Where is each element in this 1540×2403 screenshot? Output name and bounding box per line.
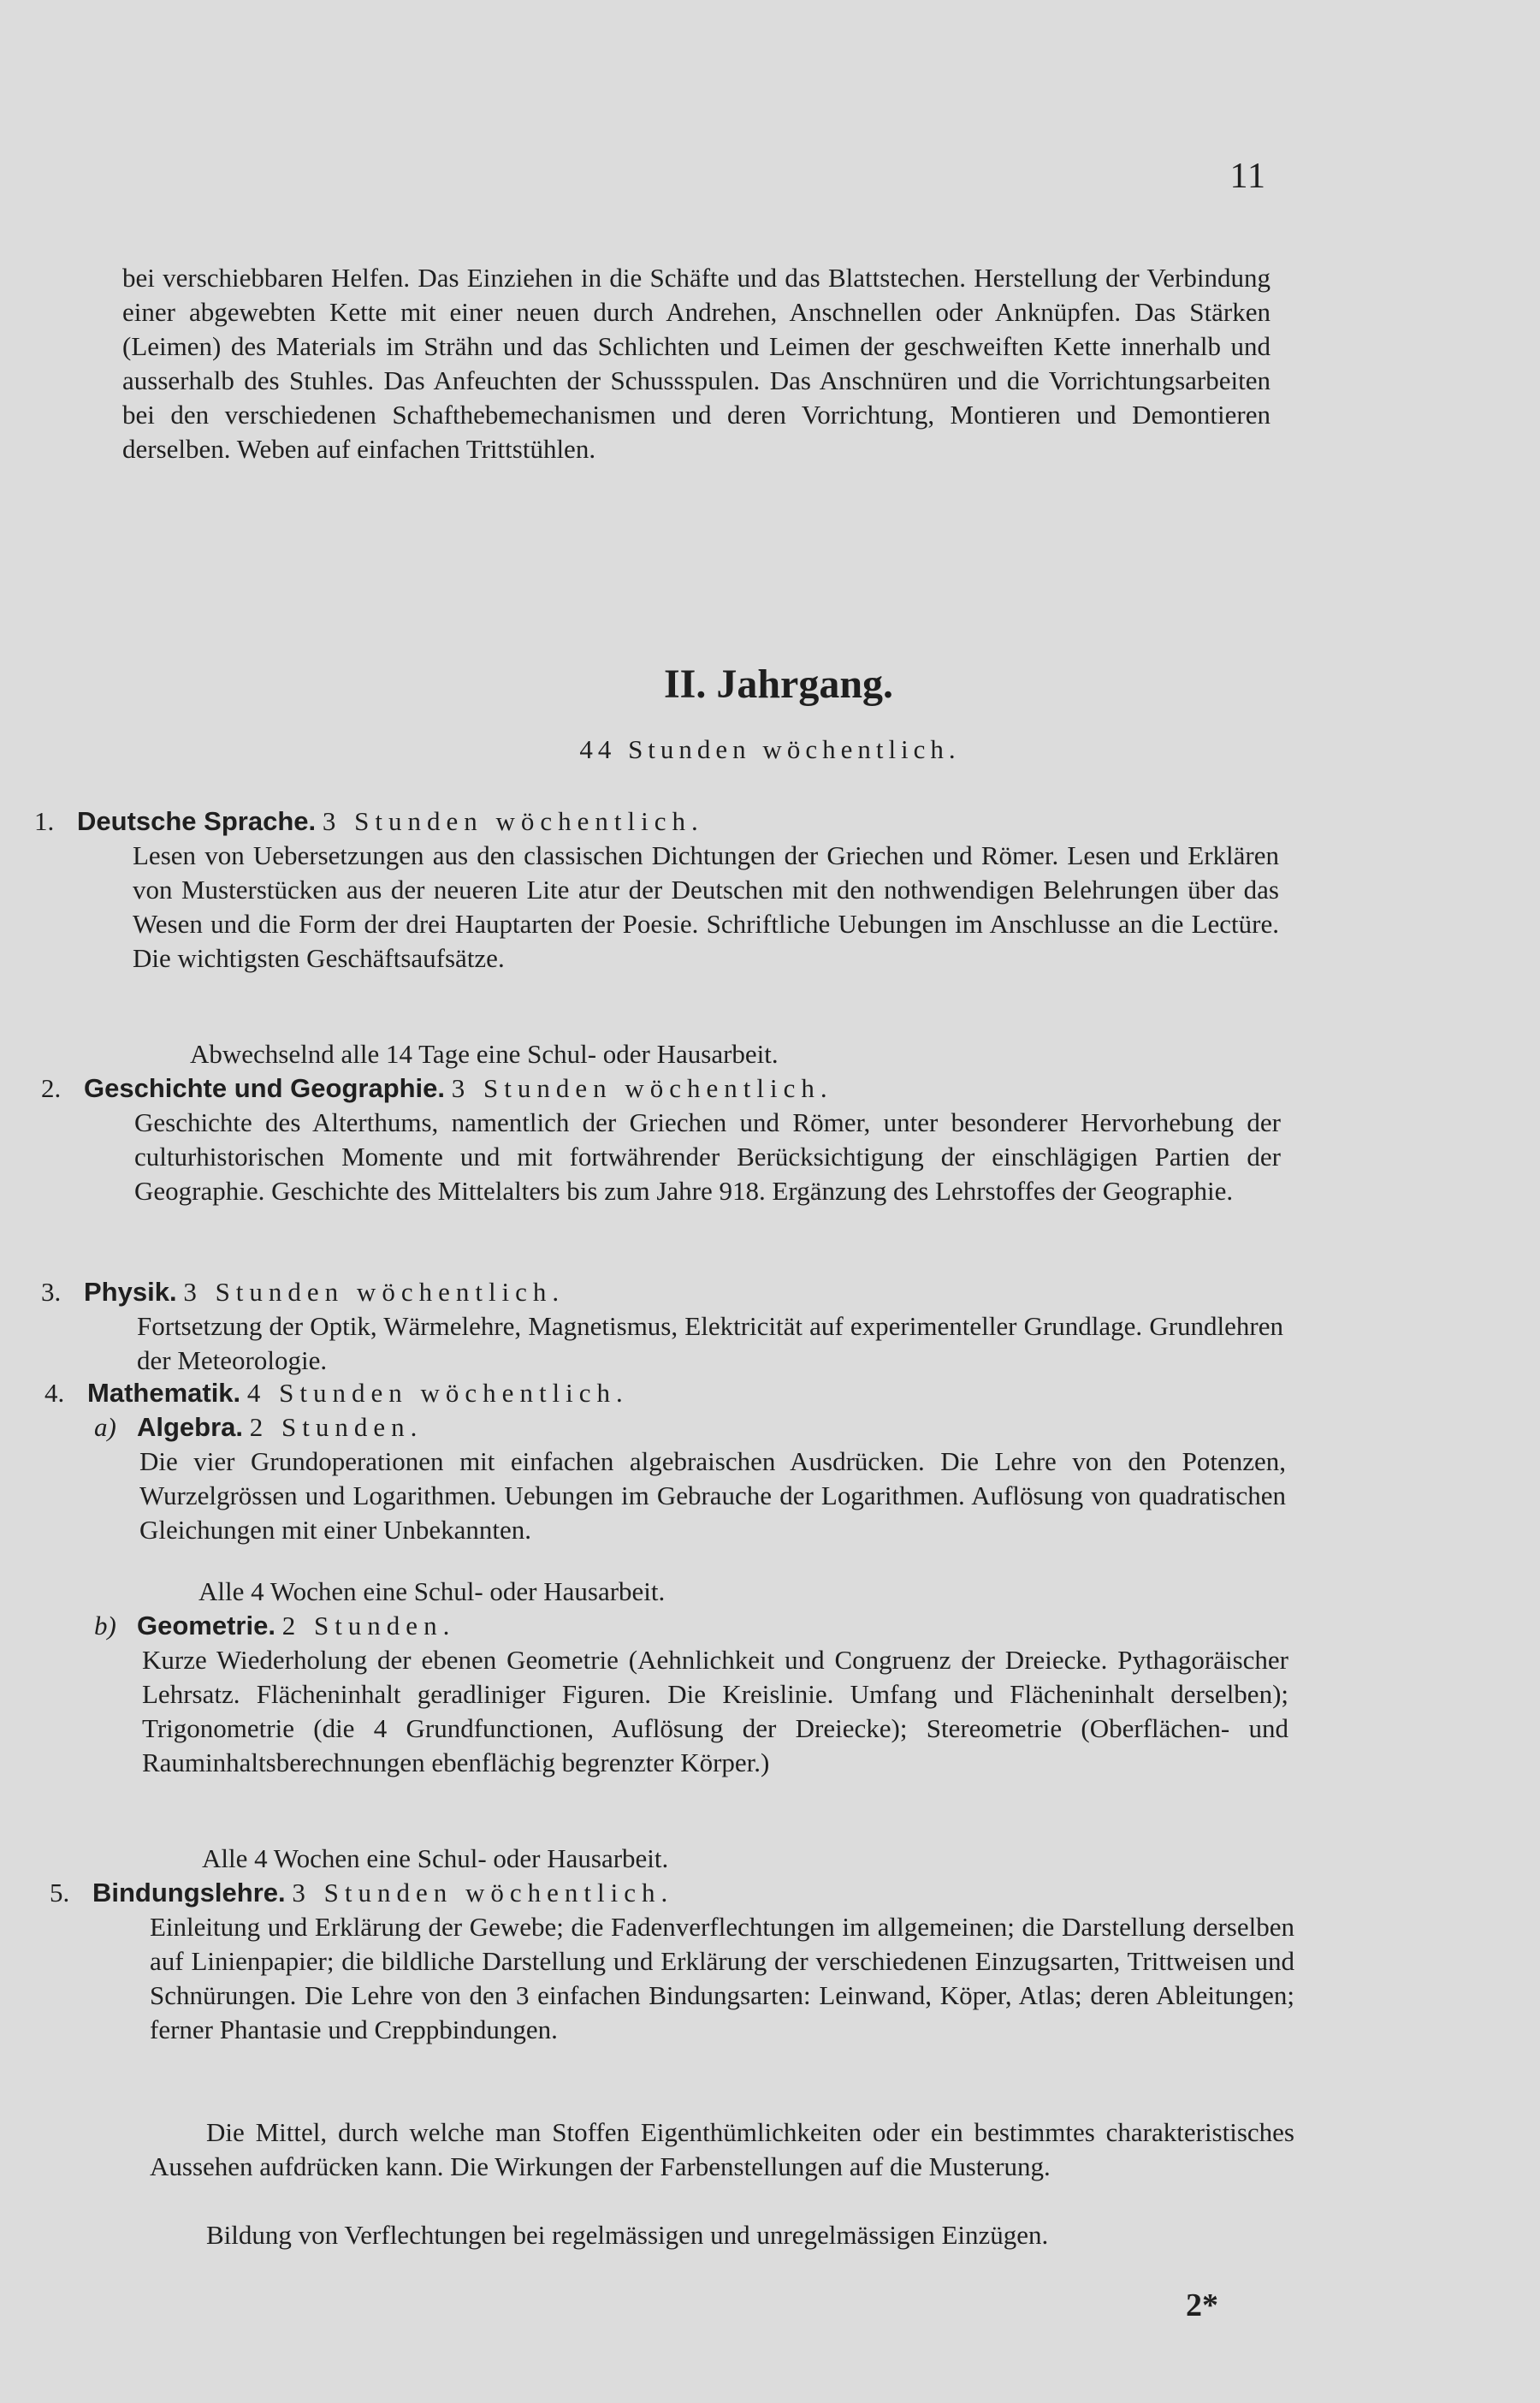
signature-mark: 2*	[1186, 2287, 1218, 2323]
section-1-header	[34, 804, 704, 839]
section-hours: 3 Stunden wöchentlich.	[451, 1073, 833, 1103]
page-number: 11	[1229, 157, 1266, 196]
subsection-hours: 2 Stunden.	[281, 1611, 456, 1641]
section-title: Deutsche Sprache.	[77, 806, 317, 836]
section-title: Bindungslehre.	[92, 1878, 286, 1908]
section-heading: II. Jahrgang.	[663, 662, 894, 707]
section-title: Mathematik.	[87, 1378, 241, 1408]
weekly-hours: 44 Stunden wöchentlich.	[579, 734, 961, 764]
subsection-label: a)	[94, 1412, 116, 1442]
subsection-hours: 2 Stunden.	[249, 1412, 424, 1442]
section-hours: 3 Stunden wöchentlich.	[292, 1878, 674, 1908]
section-number: 2.	[41, 1073, 62, 1103]
section-5-text-2: Die Mittel, durch welche man Stoffen Eigenthümlichkeiten oder ein bestimmtes charakteristisches Aussehen aufdrücken kann. Die Wirkungen der Farbenstellungen auf die Musterung.	[150, 2117, 1294, 2181]
section-title: Geschichte und Geographie.	[84, 1073, 446, 1103]
section-1-text: Lesen von Uebersetzungen aus den classischen Dichtungen der Griechen und Römer. Lesen und Erklären von Musterstücken aus der neueren Lite atur der Deutschen mit den nothwendigen Belehrungen über das Wesen und die Form der drei Hauptarten der Poesie. Schriftliche Uebungen im Anschlusse an die Lectüre. Die wichtigsten Geschäftsaufsätze.	[133, 840, 1279, 973]
section-number: 5.	[50, 1878, 70, 1908]
subsection-b-header	[94, 1609, 455, 1643]
subsection-label: b)	[94, 1611, 116, 1641]
section-hours: 4 Stunden wöchentlich.	[246, 1378, 629, 1408]
section-2-text: Geschichte des Alterthums, namentlich der Griechen und Römer, unter besonderer Hervorhebung der culturhistorischen Momente und mit fortwährender Berücksichtigung der einschlägigen Partien der Geographie. Geschichte des Mittelalters bis zum Jahre 918. Ergänzung des Lehrstoffes der Geographie.	[134, 1107, 1281, 1206]
section-title: Physik.	[84, 1277, 177, 1307]
section-number: 4.	[44, 1378, 65, 1408]
subsection-a-header	[94, 1410, 423, 1445]
section-4-header	[44, 1376, 629, 1410]
section-hours: 3 Stunden wöchentlich.	[322, 806, 704, 836]
section-3-text: Fortsetzung der Optik, Wärmelehre, Magnetismus, Elektricität auf experimenteller Grundlage. Grundlehren der Meteorologie.	[137, 1311, 1283, 1375]
section-hours: 3 Stunden wöchentlich.	[183, 1277, 566, 1307]
subsection-a-note: Alle 4 Wochen eine Schul- oder Hausarbeit.	[198, 1576, 666, 1606]
intro-paragraph: bei verschiebbaren Helfen. Das Einziehen in die Schäfte und das Blattstechen. Herstellung der Verbindung einer abgewebten Kette mit einer neuen durch Andrehen, Anschnellen oder Anknüpfen. Das Stärken (Leimen) des Materials im Strähn und das Schlichten und Leimen der geschweiften Kette innerhalb und ausserhalb des Stuhles. Das Anfeuchten der Schussspulen. Das Anschnüren und die Vorrichtungsarbeiten bei den verschiedenen Schafthebemechanismen und deren Vorrichtung, Montieren und Demontieren derselben. Weben auf einfachen Trittstühlen.	[122, 263, 1270, 464]
section-3-header	[41, 1275, 565, 1309]
section-2-header	[41, 1071, 833, 1106]
section-number: 1.	[34, 806, 55, 836]
subsection-b-text: Kurze Wiederholung der ebenen Geometrie (Aehnlichkeit und Congruenz der Dreiecke. Pythagoräischer Lehrsatz. Flächeninhalt geradliniger Figuren. Die Kreislinie. Umfang und Flächeninhalt derselben); Trigonometrie (die 4 Grundfunctionen, Auflösung der Dreiecke); Stereometrie (Oberflächen- und Rauminhaltsberechnungen ebenflächig begrenzter Körper.)	[142, 1645, 1288, 1777]
subsection-a-text: Die vier Grundoperationen mit einfachen algebraischen Ausdrücken. Die Lehre von den Potenzen, Wurzelgrössen und Logarithmen. Uebungen im Gebrauche der Logarithmen. Auflösung von quadratischen Gleichungen mit einer Unbekannten.	[139, 1446, 1286, 1545]
section-1-note: Abwechselnd alle 14 Tage eine Schul- oder Hausarbeit.	[190, 1039, 779, 1069]
subsection-title: Algebra.	[137, 1412, 244, 1442]
subsection-b-note: Alle 4 Wochen eine Schul- oder Hausarbeit.	[202, 1843, 669, 1873]
section-5-text: Einleitung und Erklärung der Gewebe; die Fadenverflechtungen im allgemeinen; die Darstellung derselben auf Linienpapier; die bildliche Darstellung und Erklärung der verschiedenen Einzugsarten, Trittweisen und Schnürungen. Die Lehre von den 3 einfachen Bindungsarten: Leinwand, Köper, Atlas; deren Ableitungen; ferner Phantasie und Creppbindungen.	[150, 1912, 1294, 2044]
section-number: 3.	[41, 1277, 62, 1307]
subsection-title: Geometrie.	[137, 1611, 275, 1641]
section-5-header	[50, 1876, 673, 1910]
section-5-text-3: Bildung von Verflechtungen bei regelmässigen und unregelmässigen Einzügen.	[206, 2220, 1049, 2250]
